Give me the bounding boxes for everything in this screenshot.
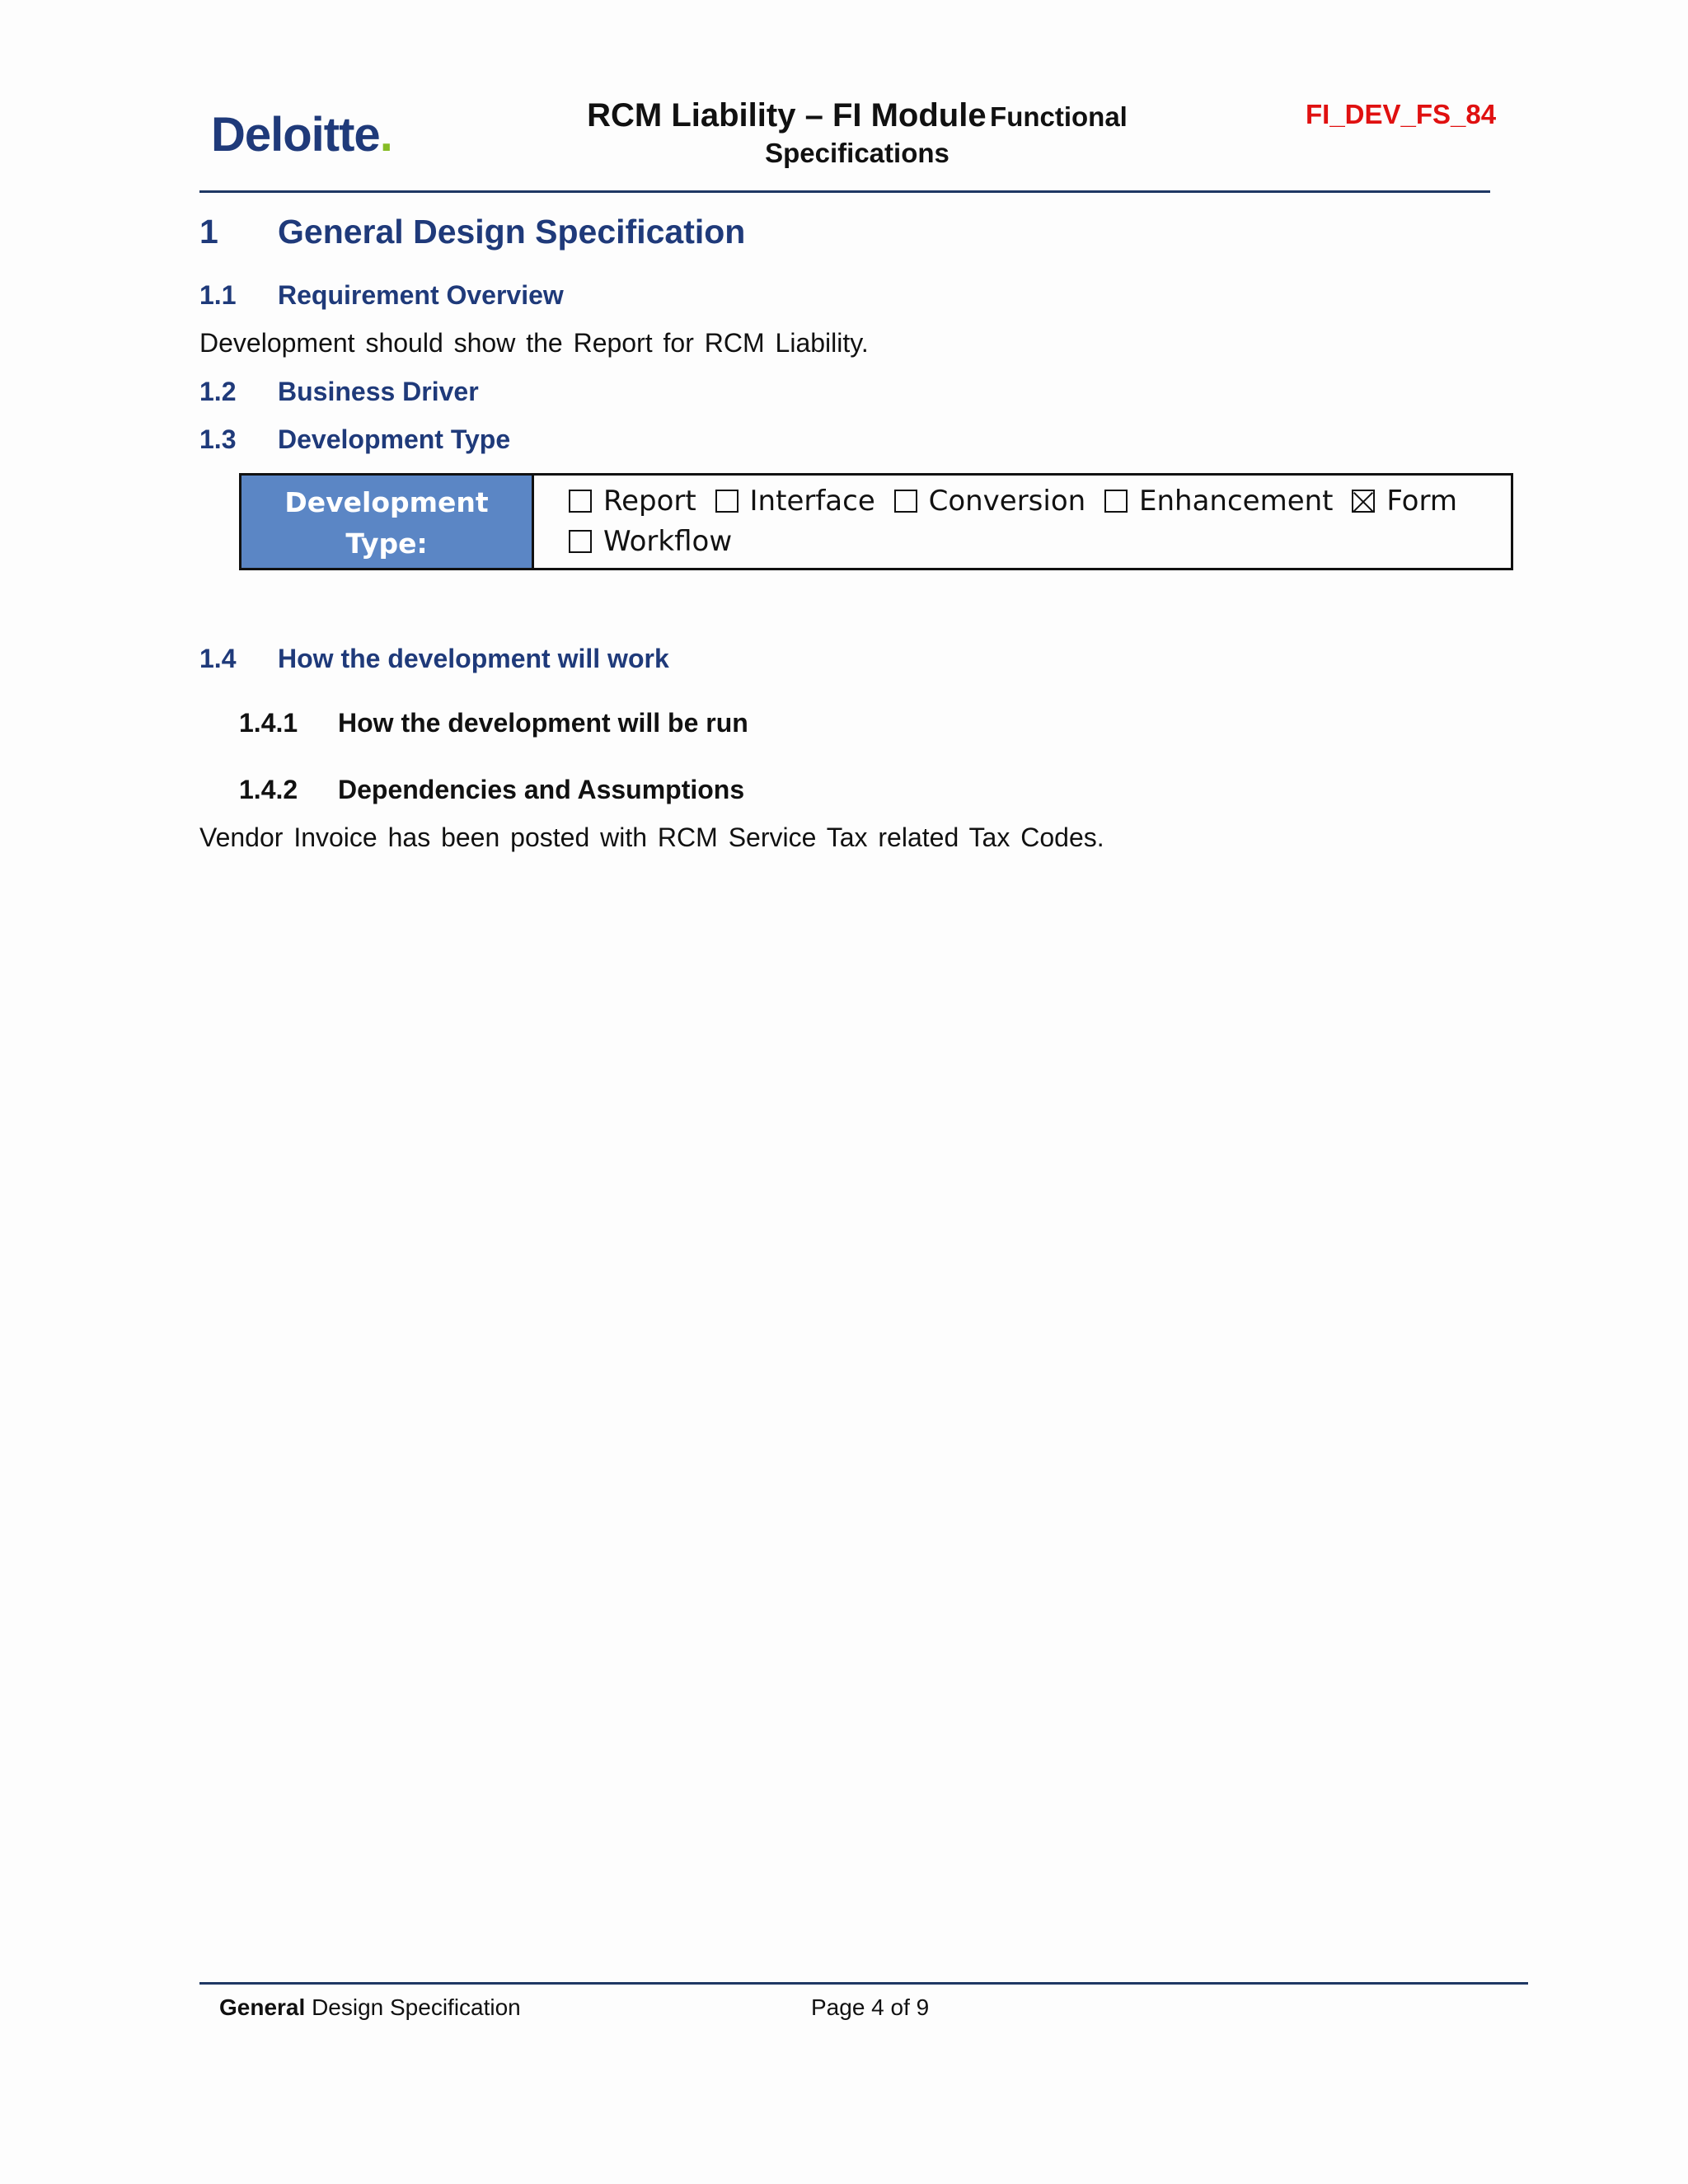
page-number: Page 4 of 9 [811, 1994, 930, 2020]
heading-title: Dependencies and Assumptions [338, 775, 745, 804]
heading-title: How the development will work [278, 644, 669, 673]
heading-number: 1.4 [199, 644, 237, 673]
development-type-table [239, 473, 1513, 570]
options-row-2 [569, 523, 1511, 563]
title-specifications: Specifications [765, 138, 950, 168]
footer-rest: Design Specification [312, 1994, 521, 2020]
heading-1 [199, 213, 745, 251]
document-title [528, 97, 1187, 169]
heading-number: 1.4.2 [239, 775, 298, 804]
heading-1-3 [199, 424, 510, 455]
heading-1-4-2 [239, 775, 744, 805]
title-functional: Functional [990, 101, 1128, 132]
heading-title: How the development will be run [338, 708, 748, 738]
checkbox-icon[interactable] [569, 490, 592, 513]
deloitte-logo [211, 107, 392, 162]
option-interface[interactable] [715, 482, 875, 520]
footer-bold: General [219, 1994, 306, 2020]
title-main: RCM Liability – FI Module [587, 97, 987, 134]
logo-text: Deloitte [211, 108, 380, 162]
development-type-label [241, 476, 534, 568]
heading-number: 1.3 [199, 424, 237, 454]
heading-title: General Design Specification [278, 213, 746, 251]
option-report[interactable] [569, 482, 696, 520]
option-label: Enhancement [1139, 485, 1334, 518]
header-divider [199, 190, 1490, 193]
option-enhancement[interactable] [1104, 482, 1334, 520]
option-form[interactable] [1352, 482, 1457, 520]
heading-number: 1 [199, 213, 218, 251]
heading-1-2 [199, 377, 479, 407]
heading-number: 1.4.1 [239, 708, 298, 738]
checkbox-icon[interactable] [1104, 490, 1128, 513]
heading-title: Business Driver [278, 377, 479, 406]
checked-checkbox-icon[interactable] [1352, 490, 1375, 513]
heading-number: 1.1 [199, 280, 237, 310]
option-label: Conversion [928, 485, 1086, 518]
option-label: Interface [749, 485, 875, 518]
option-label: Form [1386, 485, 1457, 518]
heading-title: Development Type [278, 424, 511, 454]
logo-dot: . [379, 108, 392, 162]
footer-divider [199, 1982, 1528, 1985]
checkbox-icon[interactable] [569, 530, 592, 553]
option-conversion[interactable] [894, 482, 1086, 520]
options-row-1 [569, 482, 1511, 523]
option-label: Report [603, 485, 696, 518]
heading-1-1 [199, 280, 564, 311]
development-type-options [534, 476, 1511, 568]
option-workflow[interactable] [569, 523, 732, 560]
label-line-2: Type: [345, 527, 428, 560]
checkbox-icon[interactable] [894, 490, 917, 513]
heading-1-4 [199, 644, 669, 674]
heading-1-4-1 [239, 708, 748, 738]
requirement-overview-text: Development should show the Report for RCM Liability. [199, 328, 869, 358]
checkbox-icon[interactable] [715, 490, 738, 513]
label-line-1: Development [284, 486, 489, 518]
footer-section-name [219, 1994, 521, 2021]
heading-number: 1.2 [199, 377, 237, 406]
option-label: Workflow [603, 525, 733, 558]
document-id: FI_DEV_FS_84 [1306, 99, 1497, 129]
dependencies-text: Vendor Invoice has been posted with RCM Service Tax related Tax Codes. [199, 823, 1104, 852]
heading-title: Requirement Overview [278, 280, 564, 310]
